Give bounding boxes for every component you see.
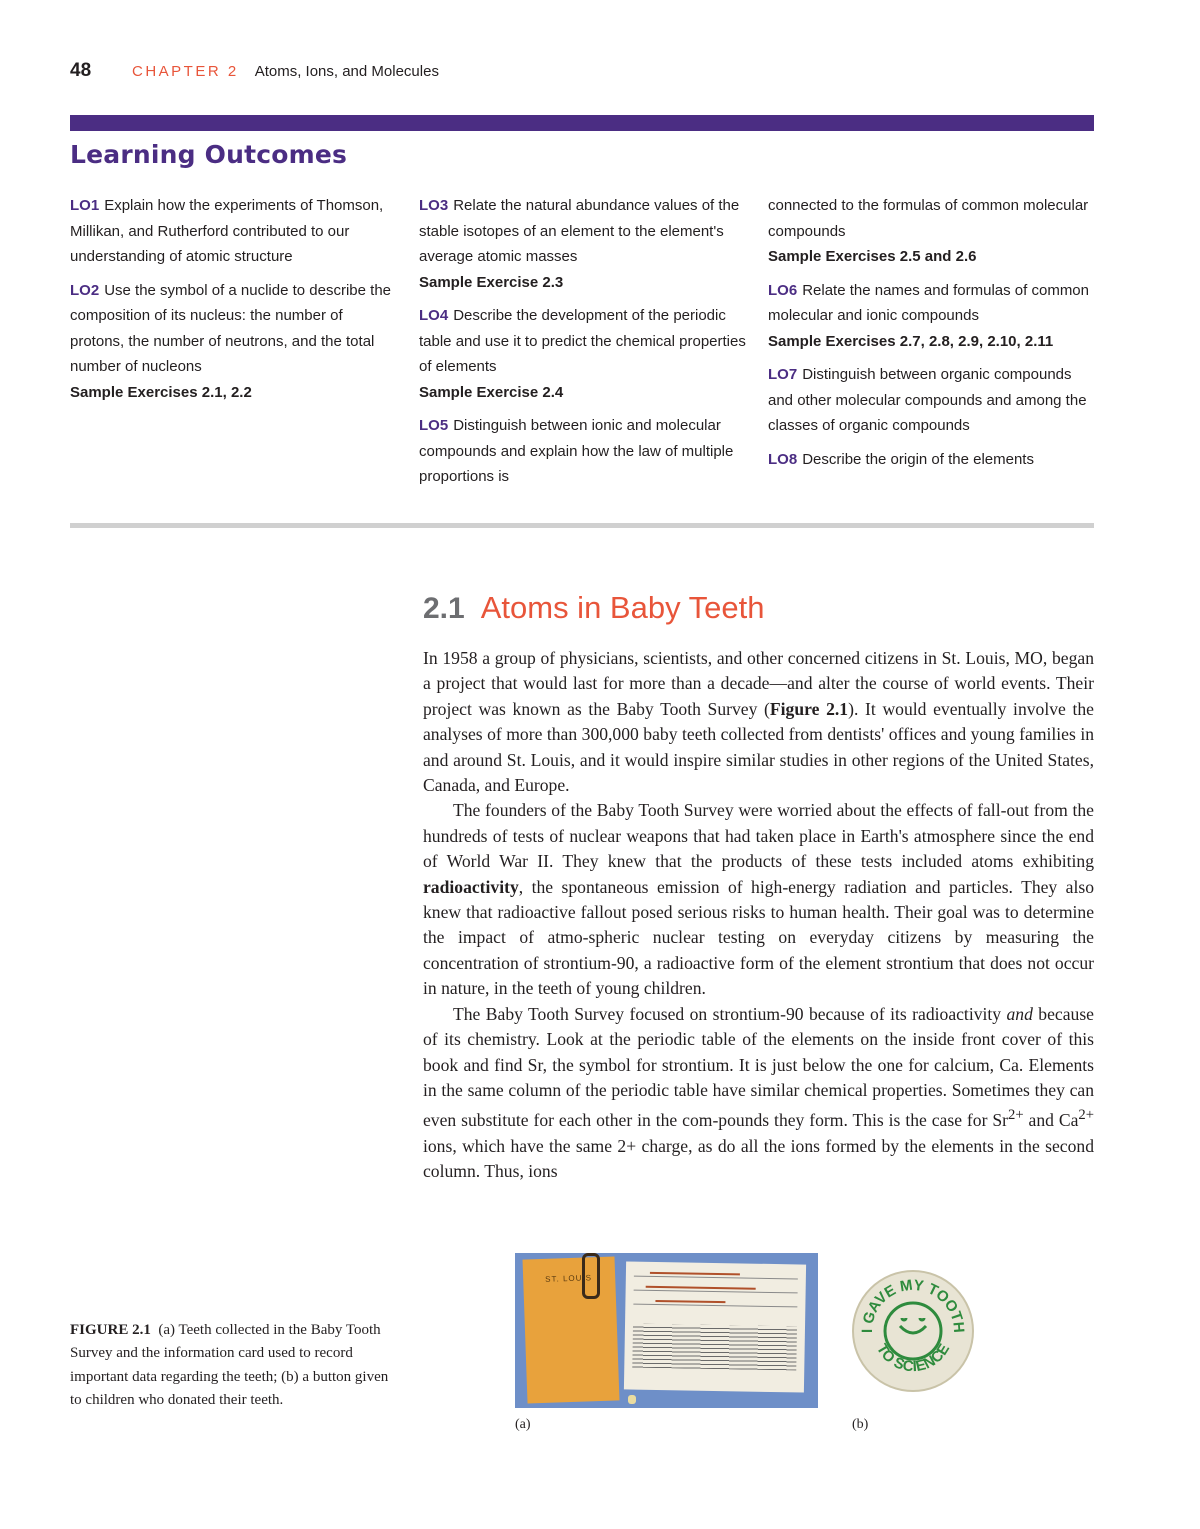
caption-text: (a) Teeth collected in the Baby Tooth Survey and the information card used to record important data regarding the teeth; (b) a button given to children who donated their teeth. [70,1322,389,1409]
outcome-exercises: Sample Exercise 2.4 [419,383,564,401]
outcome-text: Use the symbol of a nuclide to describe the composition of its nucleus: the number of protons, the number of neutrons, and the total number of nucleons [70,281,392,375]
envelope [523,1256,620,1403]
section-heading [423,590,764,626]
emphasis: and [1006,1003,1033,1024]
text-run: because of its chemistry. Look at the periodic table of the elements on the inside front cover of this book and find Sr, the symbol for strontium. It is just below the one for calcium, Ca. Elements in the same column of the periodic table have similar chemical properties. Sometimes they can even substitute for each other in the com-pounds they form. This is the case for Sr [423,1003,1094,1131]
outcome-exercises: Sample Exercises 2.5 and 2.6 [768,248,977,265]
panel-label-a: (a) [515,1417,531,1432]
page-number: 48 [70,60,92,81]
card-rule [633,1304,797,1308]
outcomes-column-2 [419,193,749,498]
section-divider [70,523,1094,528]
figure-caption [70,1319,400,1413]
outcome-lo2 [70,278,400,406]
figure-reference[interactable]: Figure 2.1 [769,698,849,719]
text-run: ). It would eventually involve the analyses of more than 300,000 baby teeth collected from dentists' offices and young families in and around St. Louis, and it would inspire similar studies in other regions of the United States, Canada, and Europe. [423,698,1094,796]
superscript: 2+ [1078,1107,1094,1124]
card-rule [634,1290,798,1294]
outcome-code: LO2 [70,281,100,299]
button-text-bottom: TO SCIENCE [872,1340,954,1376]
outcome-text: Describe the origin of the elements [802,450,1034,468]
photo-teeth-and-card [515,1253,818,1408]
text-run: The founders of the Baby Tooth Survey were worried about the effects of fall-out from the hundreds of tests of nuclear weapons that had taken place in Earth's atmosphere since the end of World War II. They knew that the products of these tests included atoms exhibiting [423,800,1094,872]
text-run: and Ca [1023,1110,1079,1131]
card-rule [634,1276,798,1280]
learning-outcomes-title: Learning Outcomes [70,140,348,169]
card-handwriting [650,1272,740,1276]
panel-label-b: (b) [852,1417,869,1432]
outcome-lo4 [419,303,749,405]
section-number: 2.1 [423,592,465,625]
running-header [70,60,439,90]
outcome-exercises: Sample Exercises 2.1, 2.2 [70,383,252,401]
outcome-lo1 [70,193,400,270]
outcome-text: Describe the development of the periodic table and use it to predict the chemical properties of elements [419,307,746,375]
text-run: The Baby Tooth Survey focused on strontium-90 because of its radioactivity [453,1003,1007,1024]
outcome-lo8 [768,447,1098,473]
section-title: Atoms in Baby Teeth [480,590,765,625]
paragraph-3 [423,1002,1094,1185]
card-handwriting [655,1300,725,1303]
section-body [423,646,1094,1184]
i-gave-my-tooth-button [850,1268,976,1394]
chapter-title: Atoms, Ions, and Molecules [254,63,439,80]
text-run: , the spontaneous emission of high-energy radiation and particles. They also knew that radioactive fallout posed serious risks to human health. Their goal was to determine the impact of atmo-spheric nuclear testing on everyday citizens by measuring the concentration of strontium-90, a radioactive form of the element strontium that does not occur in nature, in the teeth of young children. [423,876,1094,999]
outcome-text: Relate the names and formulas of common molecular and ionic compounds [768,281,1089,324]
outcome-lo7 [768,362,1098,439]
outcome-code: LO5 [419,417,449,434]
superscript: 2+ [1008,1107,1024,1124]
tooth [628,1395,636,1404]
outcome-lo5-continued [768,193,1098,270]
outcome-text: Distinguish between ionic and molecular compounds and explain how the law of multiple proportions is [419,417,734,485]
information-card [624,1261,806,1392]
outcome-code: LO1 [70,197,100,214]
outcomes-column-1 [70,193,400,413]
paragraph-2 [423,798,1094,1001]
outcome-text: Distinguish between organic compounds and other molecular compounds and among the classes of organic compounds [768,366,1087,434]
button-text-top: I GAVE MY TOOTH [858,1276,968,1334]
text-run: ions, which have the same 2+ charge, as do all the ions formed by the elements in the second column. Thus, ions [423,1135,1094,1181]
outcome-exercises: Sample Exercises 2.7, 2.8, 2.9, 2.10, 2.11 [768,332,1054,350]
envelope-label: ST. LOUIS [545,1273,593,1284]
text-run: In 1958 a group of physicians, scientists, and other concerned citizens in St. Louis, MO, began a project that would last for more than a decade—and alter the course of world events. Their project was known as the Baby Tooth Survey ( [423,648,1094,719]
paper-clip-icon [582,1253,600,1299]
outcome-text: connected to the formulas of common molecular compounds [768,197,1089,240]
outcome-code: LO3 [419,197,449,214]
outcomes-top-bar [70,115,1094,131]
figure-label: FIGURE 2.1 [70,1322,151,1338]
outcome-code: LO7 [768,366,798,383]
outcome-code: LO6 [768,281,798,299]
outcome-lo5 [419,413,749,490]
outcome-lo3 [419,193,749,295]
outcomes-column-3 [768,193,1098,480]
outcome-code: LO4 [419,307,449,324]
outcome-exercises: Sample Exercise 2.3 [419,273,564,291]
outcome-text: Explain how the experiments of Thomson, Millikan, and Rutherford contributed to our understanding of atomic structure [70,197,384,265]
outcome-code: LO8 [768,450,798,468]
chapter-label: CHAPTER 2 [132,63,239,80]
outcome-lo6 [768,278,1098,355]
key-term: radioactivity [423,876,519,897]
paragraph-1 [423,646,1094,798]
card-printed-text [632,1324,797,1371]
outcome-text: Relate the natural abundance values of the stable isotopes of an element to the element's average atomic masses [419,197,740,265]
